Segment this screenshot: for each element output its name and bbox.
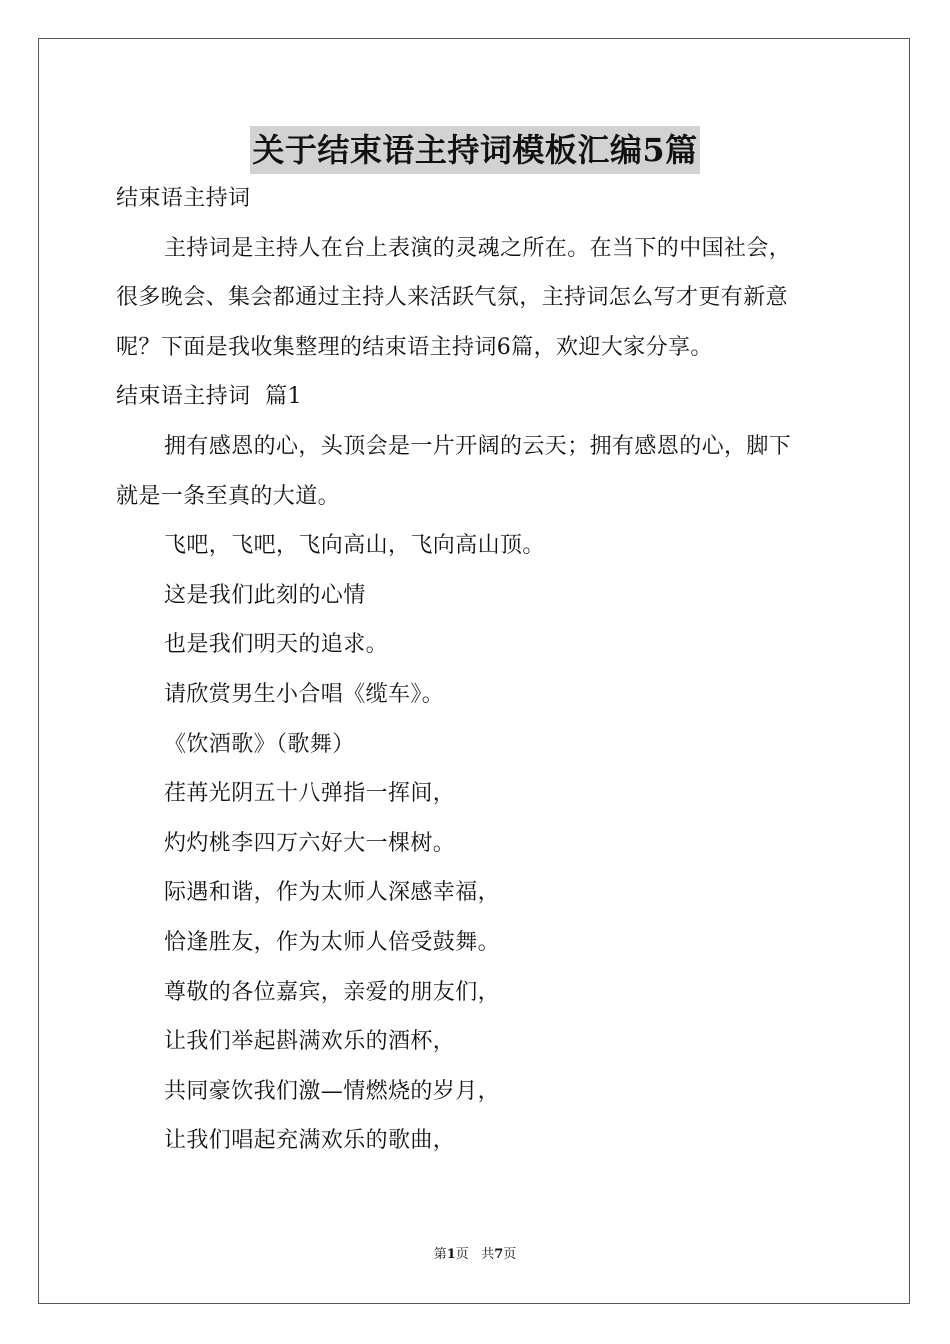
verse-line: 恰逢胜友，作为太师人倍受鼓舞。 — [164, 929, 501, 955]
title-container — [0, 126, 950, 174]
intro-line-3: 呢？下面是我收集整理的结束语主持词6篇，欢迎大家分享。 — [116, 334, 713, 360]
verse-line: 荏苒光阴五十八弹指一挥间， — [164, 781, 456, 807]
verse-line: 共同豪饮我们激—情燃烧的岁月， — [164, 1078, 501, 1104]
verse-line: 际遇和谐，作为太师人深感幸福， — [164, 880, 501, 906]
part1-line-1: 拥有感恩的心，头顶会是一片开阔的云天；拥有感恩的心，脚下 — [164, 433, 792, 459]
intro-line-1: 主持词是主持人在台上表演的灵魂之所在。在当下的中国社会， — [164, 235, 792, 261]
verse-line: 也是我们明天的追求。 — [164, 632, 389, 658]
footer-page-number: 1 — [446, 1247, 456, 1262]
intro-line-2: 很多晚会、集会都通过主持人来活跃气氛，主持词怎么写才更有新意 — [116, 285, 789, 311]
footer-suffix: 页 — [503, 1247, 517, 1262]
verse-line: 请欣赏男生小合唱《缆车》。 — [164, 681, 445, 707]
footer-total-pages: 7 — [494, 1247, 504, 1262]
part1-line-2: 就是一条至真的大道。 — [116, 483, 341, 509]
footer-prefix: 第 — [433, 1247, 447, 1262]
footer-middle: 页 共 — [455, 1247, 495, 1262]
verse-line: 飞吧，飞吧，飞向高山，飞向高山顶。 — [164, 533, 545, 559]
verse-line: 让我们举起斟满欢乐的酒杯， — [164, 1029, 456, 1055]
section-heading: 结束语主持词 — [116, 186, 251, 211]
part1-heading: 结束语主持词 篇1 — [116, 384, 302, 410]
verse-line: 让我们唱起充满欢乐的歌曲， — [164, 1128, 456, 1154]
document-body — [116, 174, 840, 1166]
verse-line: 灼灼桃李四万六好大一棵树。 — [164, 830, 456, 856]
page-footer — [0, 1245, 950, 1265]
verse-line: 这是我们此刻的心情 — [164, 582, 366, 608]
document-title: 关于结束语主持词模板汇编5篇 — [250, 126, 699, 174]
verse-line: 《饮酒歌》（歌舞） — [164, 731, 355, 757]
verse-line: 尊敬的各位嘉宾，亲爱的朋友们， — [164, 979, 501, 1005]
